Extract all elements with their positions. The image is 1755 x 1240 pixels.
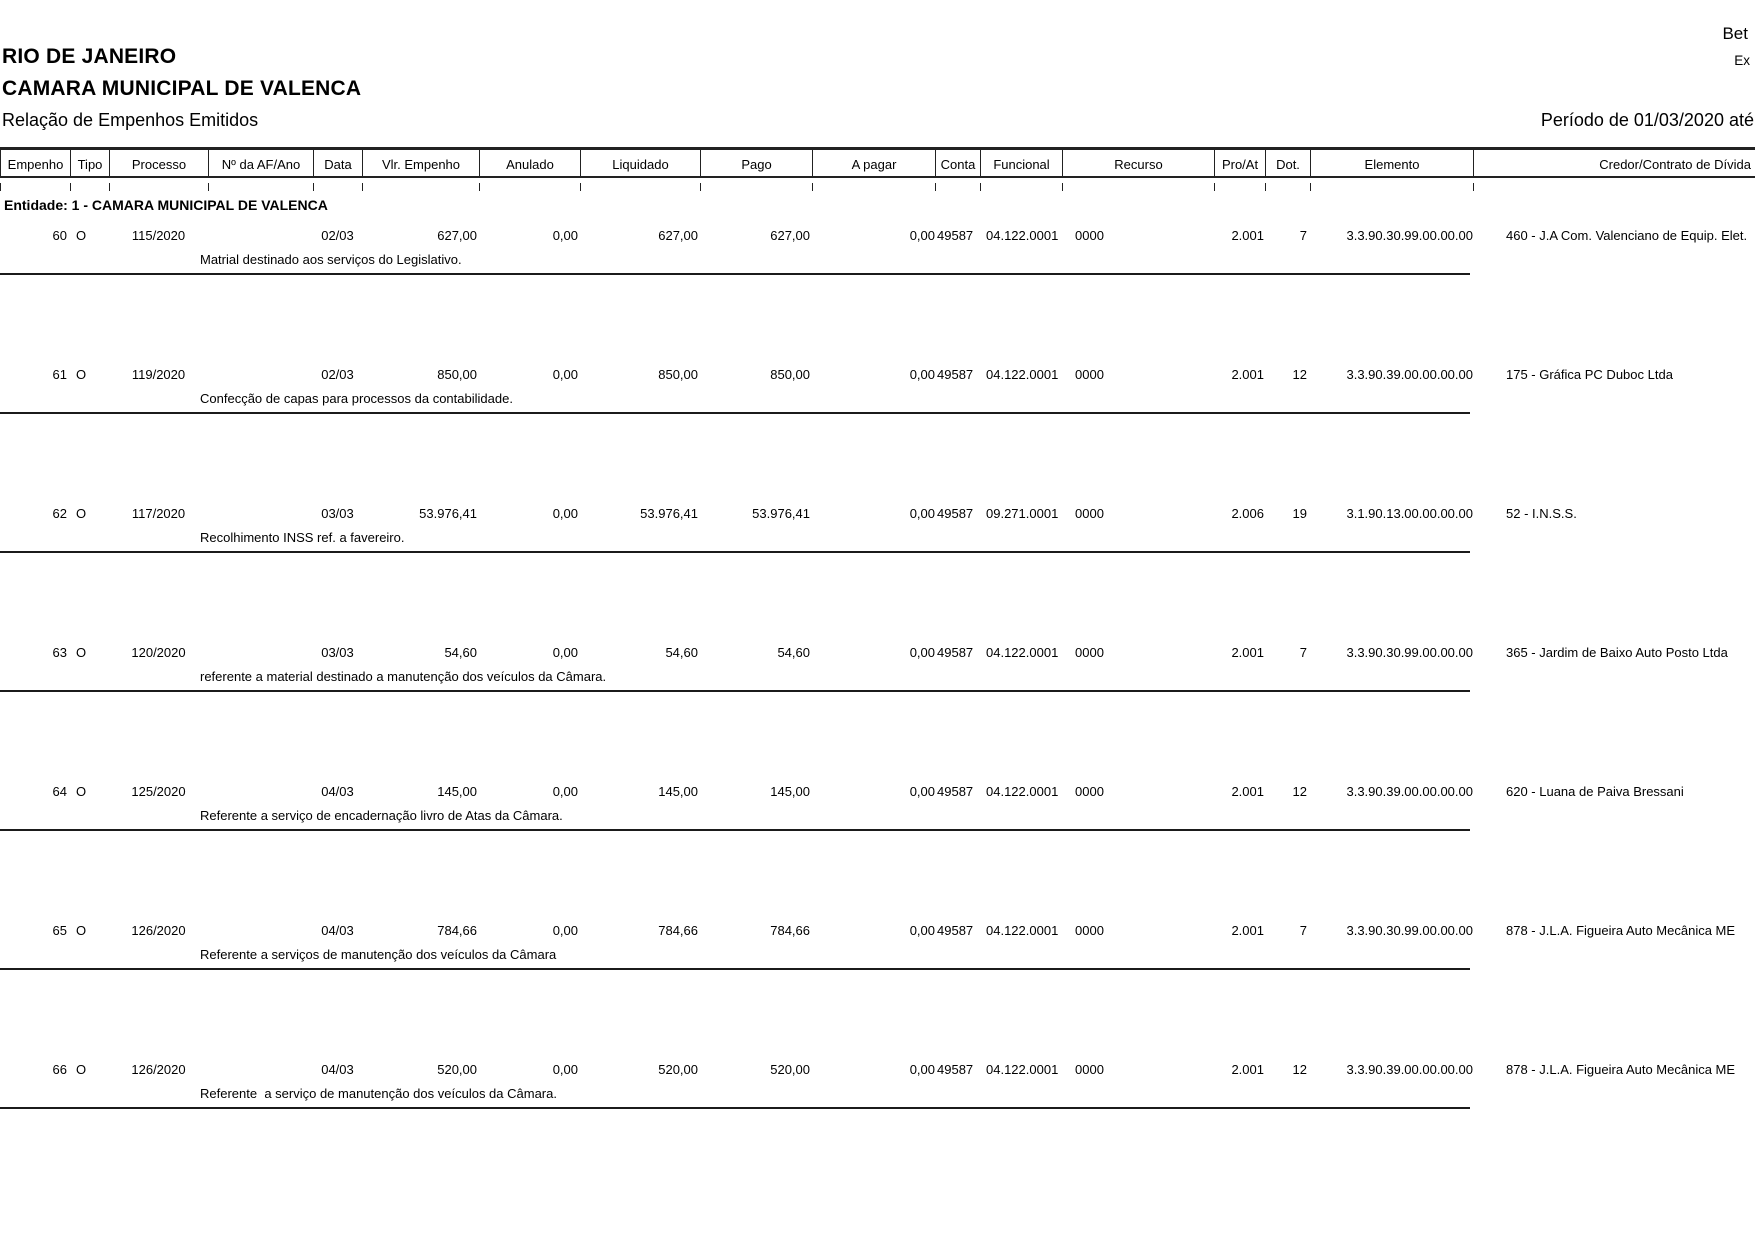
cell-liquidado: 54,60 — [665, 645, 698, 660]
cell-empenho: 64 — [52, 784, 67, 799]
cell-conta: 49587 — [937, 645, 974, 660]
row-historico: Matrial destinado aos serviços do Legislativo. — [200, 252, 462, 267]
table-row — [0, 645, 1755, 693]
cell-credor: 365 - Jardim de Baixo Auto Posto Ltda — [1506, 645, 1728, 660]
col-header-processo: Processo — [109, 150, 208, 176]
row-historico: Referente a serviço de manutenção dos veículos da Câmara. — [200, 1086, 557, 1101]
row-historico: referente a material destinado a manutenção dos veículos da Câmara. — [200, 669, 607, 684]
cell-tipo: O — [76, 923, 87, 938]
col-header-vlr-empenho: Vlr. Empenho — [362, 150, 479, 176]
cell-conta: 49587 — [937, 228, 974, 243]
table-row — [0, 784, 1755, 832]
cell-elemento: 3.1.90.13.00.00.00.00 — [1346, 506, 1473, 521]
cell-funcional: 04.122.0001 — [986, 228, 1059, 243]
cell-anulado: 0,00 — [552, 1062, 578, 1077]
cell-data: 03/03 — [321, 506, 354, 521]
cell-processo: 120/2020 — [131, 645, 186, 660]
cell-tipo: O — [76, 1062, 87, 1077]
cell-pro-at: 2.001 — [1231, 367, 1264, 382]
cell-elemento: 3.3.90.39.00.00.00.00 — [1346, 784, 1473, 799]
cell-data: 04/03 — [321, 1062, 354, 1077]
row-separator-line — [0, 551, 1470, 553]
cell-pago: 53.976,41 — [752, 506, 810, 521]
row-historico: Referente a serviço de encadernação livro de Atas da Câmara. — [200, 808, 563, 823]
cell-recurso: 0000 — [1075, 1062, 1104, 1077]
cell-empenho: 60 — [52, 228, 67, 243]
col-header-anulado: Anulado — [479, 150, 580, 176]
cell-a-pagar: 0,00 — [909, 228, 935, 243]
cell-dot: 7 — [1299, 645, 1307, 660]
cell-conta: 49587 — [937, 784, 974, 799]
cell-empenho: 66 — [52, 1062, 67, 1077]
row-separator-line — [0, 273, 1470, 275]
cell-liquidado: 53.976,41 — [640, 506, 698, 521]
cell-credor: 175 - Gráfica PC Duboc Ltda — [1506, 367, 1673, 382]
entity-line: Entidade: 1 - CAMARA MUNICIPAL DE VALENCA — [4, 197, 328, 213]
row-historico: Confecção de capas para processos da contabilidade. — [200, 391, 513, 406]
cell-processo: 115/2020 — [131, 228, 186, 243]
row-separator-line — [0, 829, 1470, 831]
cell-vlr-empenho: 145,00 — [437, 784, 477, 799]
cell-processo: 119/2020 — [131, 367, 186, 382]
col-header-funcional: Funcional — [980, 150, 1062, 176]
row-values — [0, 506, 1755, 521]
cell-conta: 49587 — [937, 1062, 974, 1077]
cell-af-ano — [208, 367, 313, 382]
cell-liquidado: 784,66 — [658, 923, 698, 938]
cell-a-pagar: 0,00 — [909, 645, 935, 660]
cell-af-ano — [208, 923, 313, 938]
report-period: Período de 01/03/2020 até — [1540, 110, 1754, 130]
col-header-dot: Dot. — [1265, 150, 1310, 176]
cell-af-ano — [208, 645, 313, 660]
row-separator-line — [0, 968, 1470, 970]
cell-pago: 627,00 — [770, 228, 810, 243]
cell-pago: 54,60 — [777, 645, 810, 660]
cell-credor: 52 - I.N.S.S. — [1506, 506, 1577, 521]
cell-empenho: 62 — [52, 506, 67, 521]
cell-liquidado: 627,00 — [658, 228, 698, 243]
cell-vlr-empenho: 784,66 — [437, 923, 477, 938]
col-header-af-ano: Nº da AF/Ano — [208, 150, 313, 176]
organization-title: CAMARA MUNICIPAL DE VALENCA — [2, 77, 362, 100]
cell-dot: 12 — [1292, 367, 1307, 382]
cell-anulado: 0,00 — [552, 923, 578, 938]
cell-recurso: 0000 — [1075, 645, 1104, 660]
corner-text-line2: Ex — [1734, 53, 1750, 68]
cell-elemento: 3.3.90.30.99.00.00.00 — [1346, 645, 1473, 660]
table-row — [0, 923, 1755, 971]
cell-liquidado: 850,00 — [658, 367, 698, 382]
row-values — [0, 1062, 1755, 1077]
cell-a-pagar: 0,00 — [909, 923, 935, 938]
row-separator-line — [0, 1107, 1470, 1109]
cell-af-ano — [208, 228, 313, 243]
cell-dot: 19 — [1292, 506, 1307, 521]
cell-anulado: 0,00 — [552, 784, 578, 799]
cell-data: 04/03 — [321, 784, 354, 799]
cell-vlr-empenho: 850,00 — [437, 367, 477, 382]
row-values — [0, 367, 1755, 382]
col-header-a-pagar: A pagar — [812, 150, 935, 176]
cell-empenho: 65 — [52, 923, 67, 938]
row-values — [0, 645, 1755, 660]
cell-pro-at: 2.001 — [1231, 228, 1264, 243]
cell-recurso: 0000 — [1075, 228, 1104, 243]
cell-funcional: 04.122.0001 — [986, 367, 1059, 382]
col-header-pago: Pago — [700, 150, 812, 176]
cell-pro-at: 2.001 — [1231, 1062, 1264, 1077]
cell-empenho: 63 — [52, 645, 67, 660]
row-values — [0, 228, 1755, 243]
cell-pago: 850,00 — [770, 367, 810, 382]
cell-recurso: 0000 — [1075, 784, 1104, 799]
cell-processo: 125/2020 — [131, 784, 186, 799]
cell-funcional: 09.271.0001 — [986, 506, 1059, 521]
cell-recurso: 0000 — [1075, 923, 1104, 938]
cell-data: 03/03 — [321, 645, 354, 660]
cell-a-pagar: 0,00 — [909, 784, 935, 799]
col-header-conta: Conta — [935, 150, 980, 176]
cell-pro-at: 2.001 — [1231, 784, 1264, 799]
col-header-liquidado: Liquidado — [580, 150, 700, 176]
cell-a-pagar: 0,00 — [909, 506, 935, 521]
col-header-credor: Credor/Contrato de Dívida — [1473, 150, 1755, 176]
table-row — [0, 367, 1755, 415]
cell-elemento: 3.3.90.39.00.00.00.00 — [1346, 1062, 1473, 1077]
cell-dot: 7 — [1299, 923, 1307, 938]
row-separator-line — [0, 412, 1470, 414]
cell-a-pagar: 0,00 — [909, 367, 935, 382]
row-separator-line — [0, 690, 1470, 692]
cell-recurso: 0000 — [1075, 367, 1104, 382]
cell-pago: 520,00 — [770, 1062, 810, 1077]
cell-conta: 49587 — [937, 506, 974, 521]
table-row — [0, 228, 1755, 276]
cell-tipo: O — [76, 228, 87, 243]
cell-conta: 49587 — [937, 923, 974, 938]
col-header-recurso: Recurso — [1062, 150, 1214, 176]
cell-elemento: 3.3.90.39.00.00.00.00 — [1346, 367, 1473, 382]
table-row — [0, 506, 1755, 554]
cell-liquidado: 145,00 — [658, 784, 698, 799]
cell-af-ano — [208, 506, 313, 521]
cell-processo: 117/2020 — [131, 506, 186, 521]
cell-anulado: 0,00 — [552, 645, 578, 660]
report-title: Relação de Empenhos Emitidos — [2, 110, 259, 130]
cell-a-pagar: 0,00 — [909, 1062, 935, 1077]
col-header-tipo: Tipo — [70, 150, 109, 176]
table-row — [0, 1062, 1755, 1110]
state-title: RIO DE JANEIRO — [2, 45, 177, 68]
cell-processo: 126/2020 — [131, 923, 186, 938]
cell-recurso: 0000 — [1075, 506, 1104, 521]
cell-tipo: O — [76, 784, 87, 799]
cell-funcional: 04.122.0001 — [986, 923, 1059, 938]
cell-empenho: 61 — [52, 367, 67, 382]
cell-credor: 878 - J.L.A. Figueira Auto Mecânica ME — [1506, 923, 1736, 938]
cell-funcional: 04.122.0001 — [986, 784, 1059, 799]
cell-vlr-empenho: 53.976,41 — [419, 506, 477, 521]
cell-pago: 145,00 — [770, 784, 810, 799]
cell-funcional: 04.122.0001 — [986, 645, 1059, 660]
cell-dot: 12 — [1292, 1062, 1307, 1077]
cell-vlr-empenho: 54,60 — [444, 645, 477, 660]
cell-tipo: O — [76, 645, 87, 660]
col-header-data: Data — [313, 150, 362, 176]
row-historico: Referente a serviços de manutenção dos veículos da Câmara — [200, 947, 557, 962]
cell-funcional: 04.122.0001 — [986, 1062, 1059, 1077]
cell-af-ano — [208, 1062, 313, 1077]
col-header-elemento: Elemento — [1310, 150, 1473, 176]
cell-dot: 7 — [1299, 228, 1307, 243]
row-historico: Recolhimento INSS ref. a favereiro. — [200, 530, 405, 545]
cell-pro-at: 2.001 — [1231, 645, 1264, 660]
cell-liquidado: 520,00 — [658, 1062, 698, 1077]
cell-anulado: 0,00 — [552, 506, 578, 521]
cell-processo: 126/2020 — [131, 1062, 186, 1077]
cell-vlr-empenho: 520,00 — [437, 1062, 477, 1077]
cell-data: 02/03 — [321, 228, 354, 243]
cell-anulado: 0,00 — [552, 228, 578, 243]
cell-elemento: 3.3.90.30.99.00.00.00 — [1346, 923, 1473, 938]
cell-data: 04/03 — [321, 923, 354, 938]
cell-credor: 620 - Luana de Paiva Bressani — [1506, 784, 1684, 799]
cell-elemento: 3.3.90.30.99.00.00.00 — [1346, 228, 1473, 243]
cell-tipo: O — [76, 367, 87, 382]
cell-af-ano — [208, 784, 313, 799]
cell-credor: 460 - J.A Com. Valenciano de Equip. Elet. — [1506, 228, 1748, 243]
row-values — [0, 923, 1755, 938]
cell-conta: 49587 — [937, 367, 974, 382]
cell-pro-at: 2.001 — [1231, 923, 1264, 938]
cell-anulado: 0,00 — [552, 367, 578, 382]
cell-pago: 784,66 — [770, 923, 810, 938]
cell-vlr-empenho: 627,00 — [437, 228, 477, 243]
row-values — [0, 784, 1755, 799]
cell-credor: 878 - J.L.A. Figueira Auto Mecânica ME — [1506, 1062, 1736, 1077]
cell-pro-at: 2.006 — [1231, 506, 1264, 521]
col-header-empenho: Empenho — [0, 150, 70, 176]
cell-tipo: O — [76, 506, 87, 521]
corner-text-line1: Bet — [1722, 24, 1748, 43]
cell-data: 02/03 — [321, 367, 354, 382]
col-header-pro-at: Pro/At — [1214, 150, 1265, 176]
cell-dot: 12 — [1292, 784, 1307, 799]
